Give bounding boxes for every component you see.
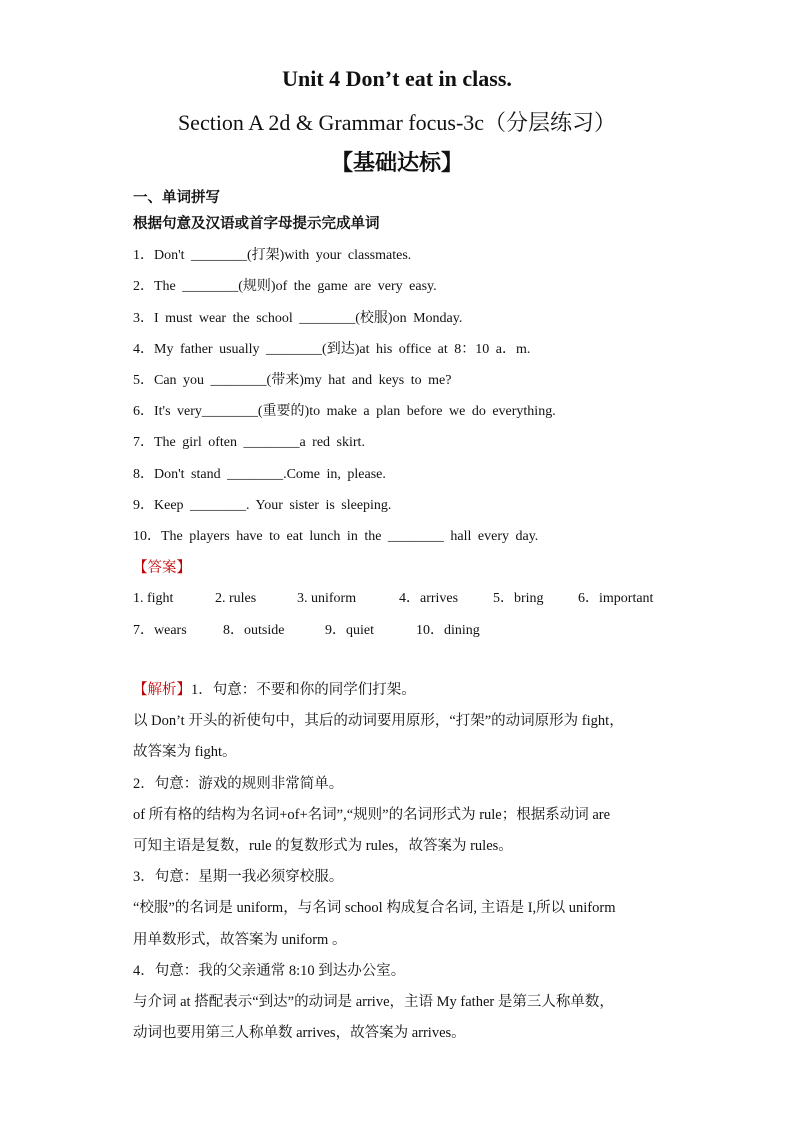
analysis-line: 4．句意：我的父亲通常 8:10 到达办公室。 [133, 963, 406, 979]
answer-row-2 [133, 619, 480, 639]
page-subtitle: Section A 2d & Grammar focus-3c（分层练习） [177, 110, 617, 135]
analysis-line [133, 680, 416, 700]
question-item: 5．Can you ________(带来)my hat and keys to me? [133, 373, 452, 388]
question-item: 7．The girl often ________a red skirt. [133, 435, 365, 450]
level-heading: 【基础达标】 [330, 150, 463, 175]
analysis-line: 故答案为 fight。 [133, 744, 237, 760]
analysis-text: 1．句意：不要和你的同学们打架。 [191, 682, 416, 698]
section-heading: 一、单词拼写 [133, 190, 220, 206]
question-item: 2．The ________(规则)of the game are very easy. [133, 279, 437, 294]
answer-item: 2. rules [215, 591, 257, 606]
answer-item: 5．bring [493, 591, 544, 606]
analysis-label: 【解析】 [133, 682, 191, 698]
question-item: 4．My father usually ________(到达)at his office at 8：10 a．m. [133, 342, 531, 357]
question-item: 8．Don't stand ________.Come in, please. [133, 467, 386, 482]
section-instruction: 根据句意及汉语或首字母提示完成单词 [133, 216, 380, 232]
answer-item: 1. fight [133, 591, 174, 606]
analysis-line: 可知主语是复数，rule 的复数形式为 rules，故答案为 rules。 [133, 838, 513, 854]
answer-item: 9．quiet [325, 623, 374, 638]
question-item: 1．Don't ________(打架)with your classmates. [133, 248, 412, 263]
answer-item: 6．important [578, 591, 654, 606]
answer-item: 4．arrives [399, 591, 459, 606]
answer-label: 【答案】 [133, 560, 191, 576]
question-item: 6．It's very________(重要的)to make a plan before we do everything. [133, 404, 556, 419]
page-title: Unit 4 Don’t eat in class. [282, 66, 512, 91]
analysis-line: “校服”的名词是 uniform，与名词 school 构成复合名词, 主语是 I,所以 uniform [133, 900, 616, 916]
analysis-line: 用单数形式，故答案为 uniform 。 [133, 932, 347, 948]
answer-item: 3. uniform [297, 591, 357, 606]
analysis-line: 动词也要用第三人称单数 arrives，故答案为 arrives。 [133, 1025, 466, 1041]
question-item: 9．Keep ________. Your sister is sleeping. [133, 498, 392, 513]
question-item: 3．I must wear the school ________(校服)on Monday. [133, 311, 463, 326]
analysis-line: of 所有格的结构为名词+of+名词”,“规则”的名词形式为 rule；根据系动词 are [133, 807, 611, 823]
answer-item: 7．wears [133, 623, 187, 638]
answer-item: 8．outside [223, 623, 285, 638]
analysis-line: 3．句意：星期一我必须穿校服。 [133, 869, 344, 885]
answer-item: 10．dining [416, 623, 480, 638]
question-item: 10．The players have to eat lunch in the ________ hall every day. [133, 529, 539, 544]
analysis-line: 2．句意：游戏的规则非常简单。 [133, 776, 344, 792]
analysis-line: 与介词 at 搭配表示“到达”的动词是 arrive，主语 My father 是第三人称单数， [133, 994, 614, 1010]
analysis-line: 以 Don’t 开头的祈使句中，其后的动词要用原形，“打架”的动词原形为 fight， [133, 713, 624, 729]
answer-row-1 [133, 587, 653, 607]
